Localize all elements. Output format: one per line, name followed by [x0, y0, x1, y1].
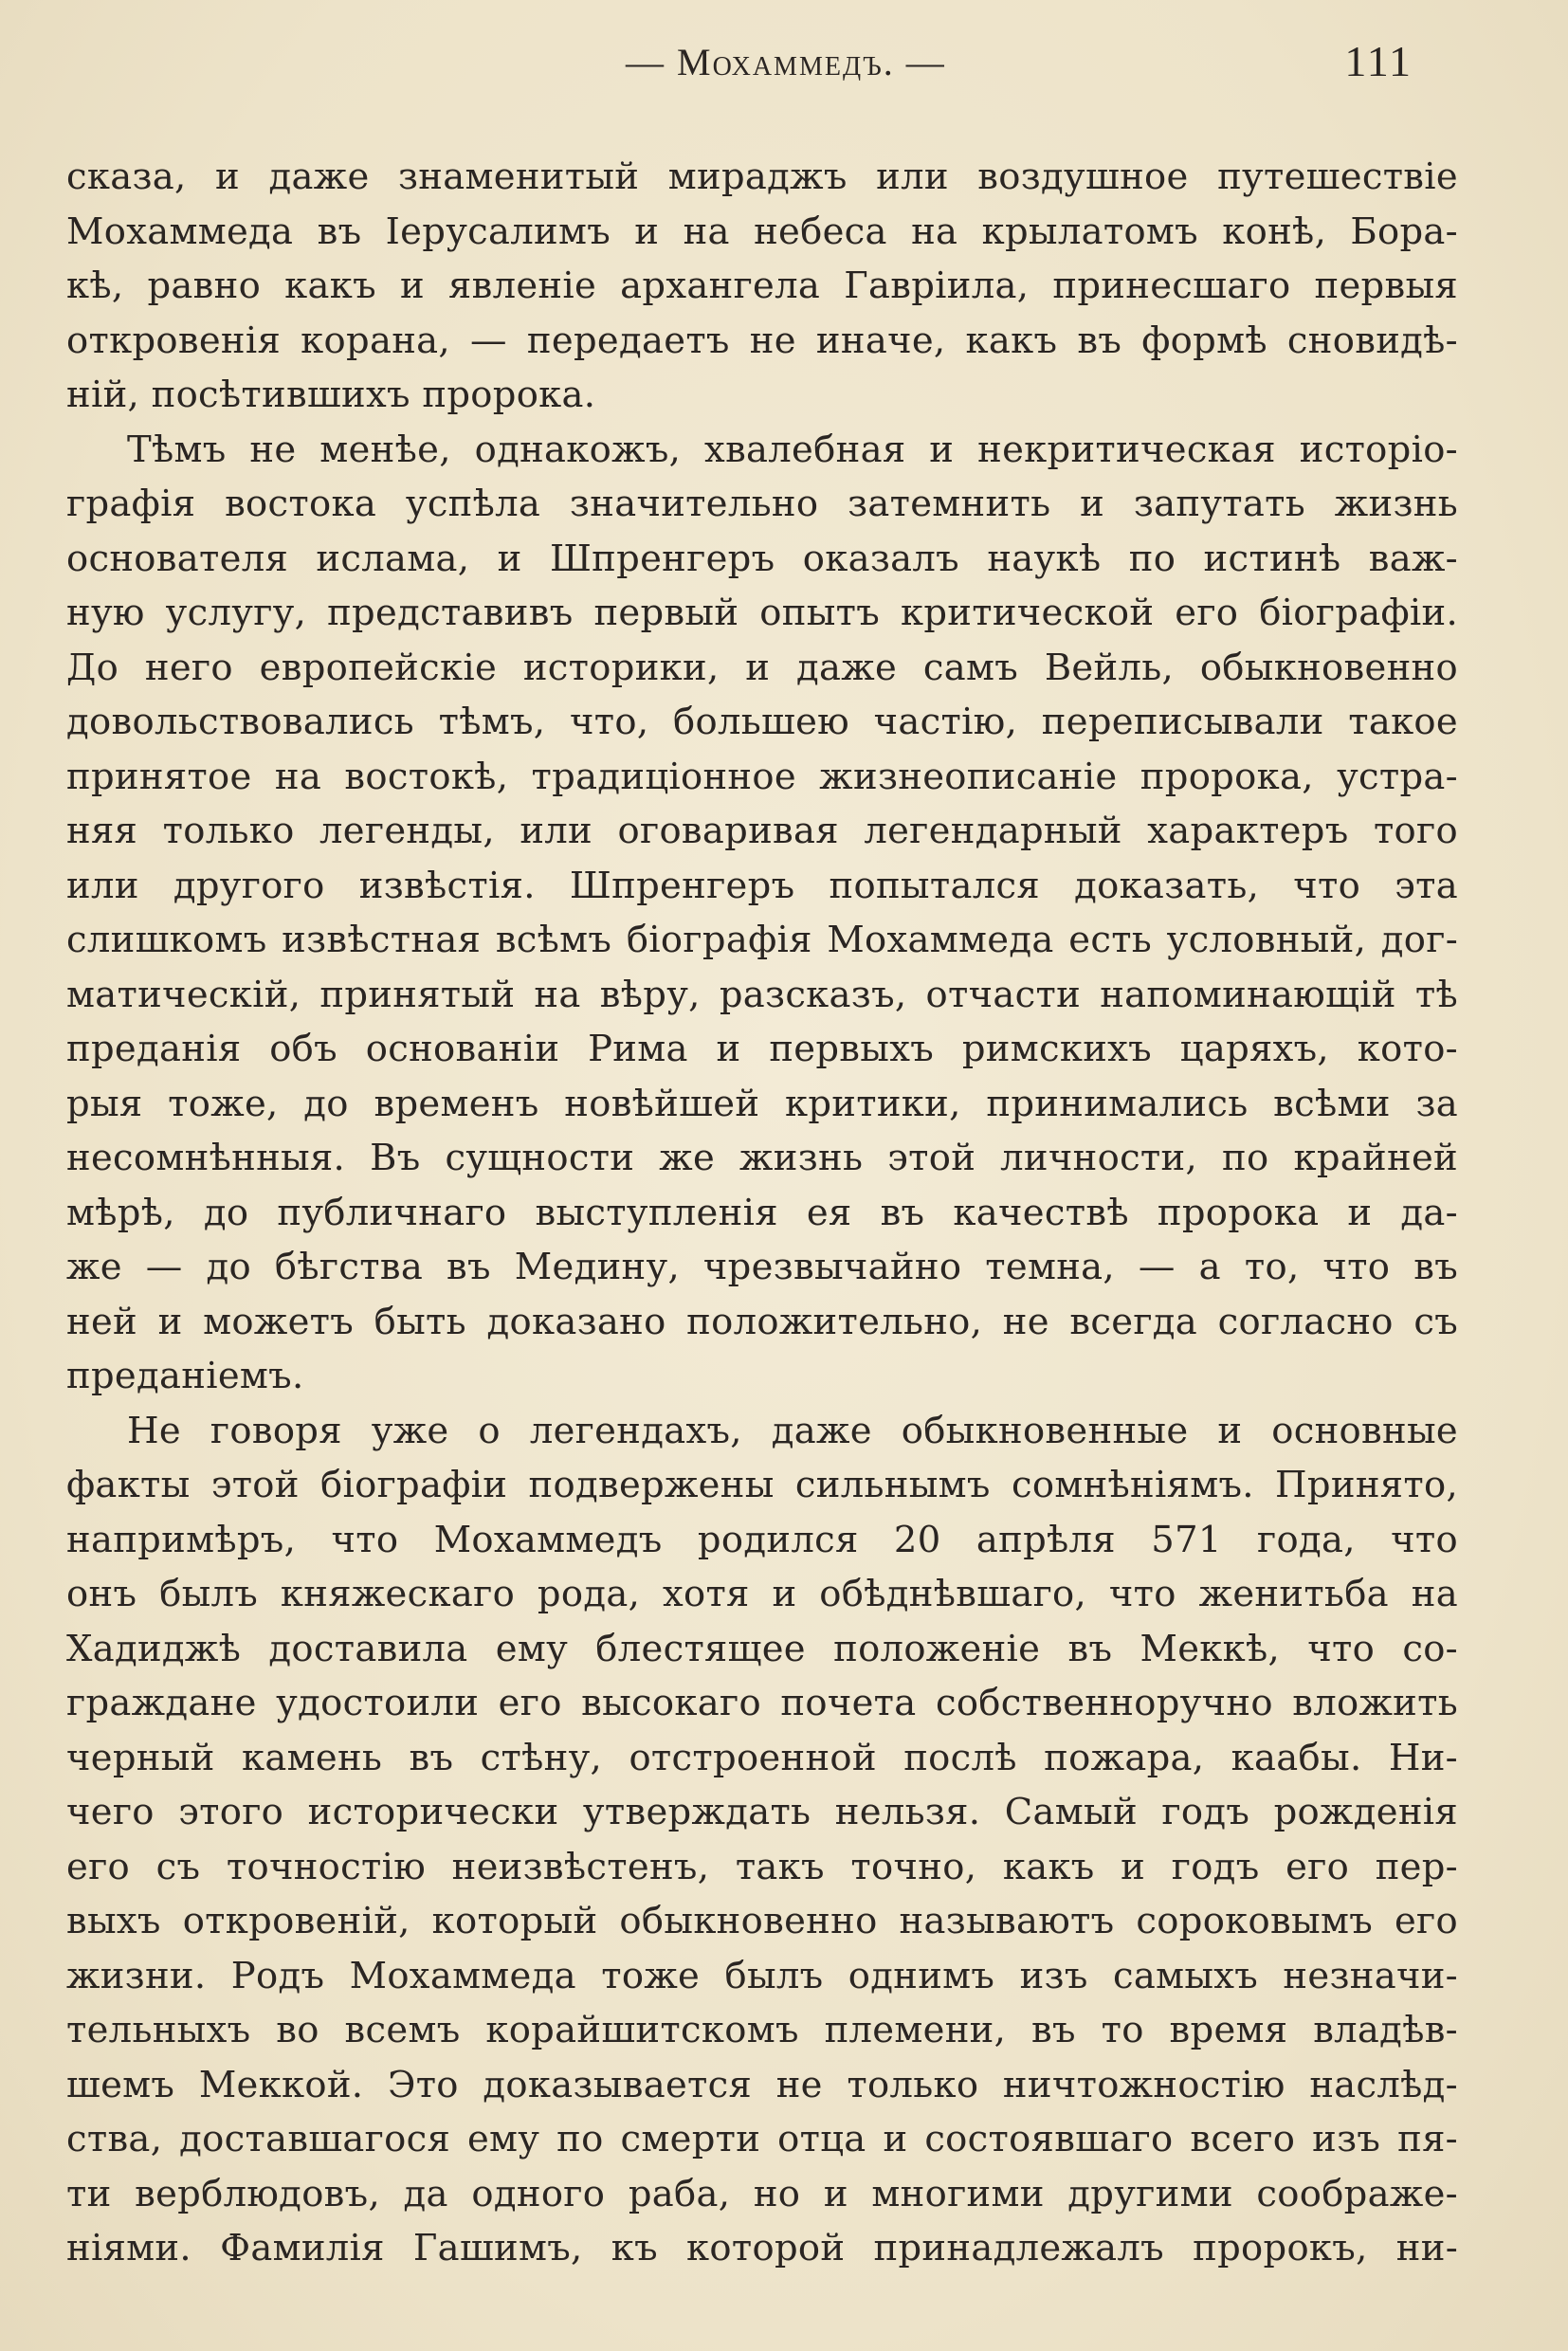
text-line: тельныхъ во всемъ корайшитскомъ племени, въ то время владѣв- [66, 2009, 1458, 2051]
text-line: довольствовались тѣмъ, что, большею частію, переписывали такое [66, 701, 1458, 743]
running-title: — Мохаммедъ. — [626, 41, 946, 83]
text-line: несомнѣнныя. Въ сущности же жизнь этой личности, по крайней [66, 1137, 1458, 1179]
text-line: Мохаммеда въ Іерусалимъ и на небеса на крылатомъ конѣ, Бора- [66, 210, 1458, 253]
text-line: напримѣръ, что Мохаммедъ родился 20 апрѣля 571 года, что [66, 1518, 1458, 1561]
text-line: граждане удостоили его высокаго почета собственноручно вложить [66, 1682, 1458, 1724]
text-line: чего этого исторически утверждать нельзя. Самый годъ рожденія [66, 1791, 1458, 1833]
text-line: шемъ Меккой. Это доказывается не только ничтожностію наслѣд- [66, 2063, 1458, 2106]
page-number: 111 [1344, 37, 1413, 85]
text-line: кѣ, равно какъ и явленіе архангела Гавріила, принесшаго первыя [66, 264, 1458, 307]
text-line: выхъ откровеній, который обыкновенно называютъ сороковымъ его [66, 1900, 1458, 1942]
text-line: преданіемъ. [66, 1355, 304, 1397]
text-line: слишкомъ извѣстная всѣмъ біографія Мохаммеда есть условный, дог- [66, 919, 1458, 961]
text-line: няя только легенды, или оговаривая легендарный характеръ того [66, 810, 1458, 852]
text-line: ную услугу, представивъ первый опытъ критической его біографіи. [66, 592, 1458, 634]
text-line: его съ точностію неизвѣстенъ, такъ точно, какъ и годъ его пер- [66, 1845, 1458, 1888]
text-line: принятое на востокѣ, традиціонное жизнеописаніе пророка, устра- [66, 755, 1458, 798]
text-line: Тѣмъ не менѣе, однакожъ, хвалебная и некритическая исторіо- [127, 428, 1458, 471]
text-line: сказа, и даже знаменитый мираджъ или воздушное путешествіе [66, 155, 1458, 198]
text-line: черный камень въ стѣну, отстроенной послѣ пожара, каабы. Ни- [66, 1736, 1458, 1779]
text-line: ніями. Фамилія Гашимъ, къ которой принадлежалъ пророкъ, ни- [66, 2227, 1458, 2269]
text-line: откровенія корана, — передаетъ не иначе, какъ въ формѣ сновидѣ- [66, 319, 1458, 362]
text-line: ней и можетъ быть доказано положительно, не всегда согласно съ [66, 1300, 1458, 1343]
text-line: основателя ислама, и Шпренгеръ оказалъ наукѣ по истинѣ важ- [66, 537, 1458, 580]
text-line: матическій, принятый на вѣру, разсказъ, отчасти напоминающій тѣ [66, 973, 1458, 1016]
text-line: Не говоря уже о легендахъ, даже обыкновенные и основные [127, 1409, 1458, 1452]
text-line: ній, посѣтившихъ пророка. [66, 374, 596, 416]
text-line: преданія объ основаніи Рима и первыхъ римскихъ царяхъ, кото- [66, 1028, 1458, 1070]
text-line: До него европейскіе историки, и даже самъ Вейль, обыкновенно [66, 646, 1458, 689]
text-line: мѣрѣ, до публичнаго выступленія ея въ качествѣ пророка и да- [66, 1191, 1458, 1234]
text-line: или другого извѣстія. Шпренгеръ попытался доказать, что эта [66, 864, 1458, 907]
text-line: ства, доставшагося ему по смерти отца и состоявшаго всего изъ пя- [66, 2118, 1458, 2160]
text-line: рыя тоже, до временъ новѣйшей критики, принимались всѣми за [66, 1082, 1458, 1125]
text-line: ти верблюдовъ, да одного раба, но и многими другими соображе- [66, 2172, 1458, 2215]
text-line: жизни. Родъ Мохаммеда тоже былъ однимъ изъ самыхъ незначи- [66, 1954, 1458, 1997]
running-head [66, 37, 1413, 97]
text-line: же — до бѣгства въ Медину, чрезвычайно темна, — а то, что въ [66, 1246, 1458, 1288]
body-text [66, 150, 1458, 2276]
text-line: графія востока успѣла значительно затемнить и запутать жизнь [66, 483, 1458, 525]
text-line: онъ былъ княжескаго рода, хотя и обѣднѣвшаго, что женитьба на [66, 1573, 1458, 1615]
text-line: Хадиджѣ доставила ему блестящее положеніе въ Меккѣ, что со- [66, 1627, 1458, 1670]
text-line: факты этой біографіи подвержены сильнымъ сомнѣніямъ. Принято, [66, 1464, 1458, 1506]
